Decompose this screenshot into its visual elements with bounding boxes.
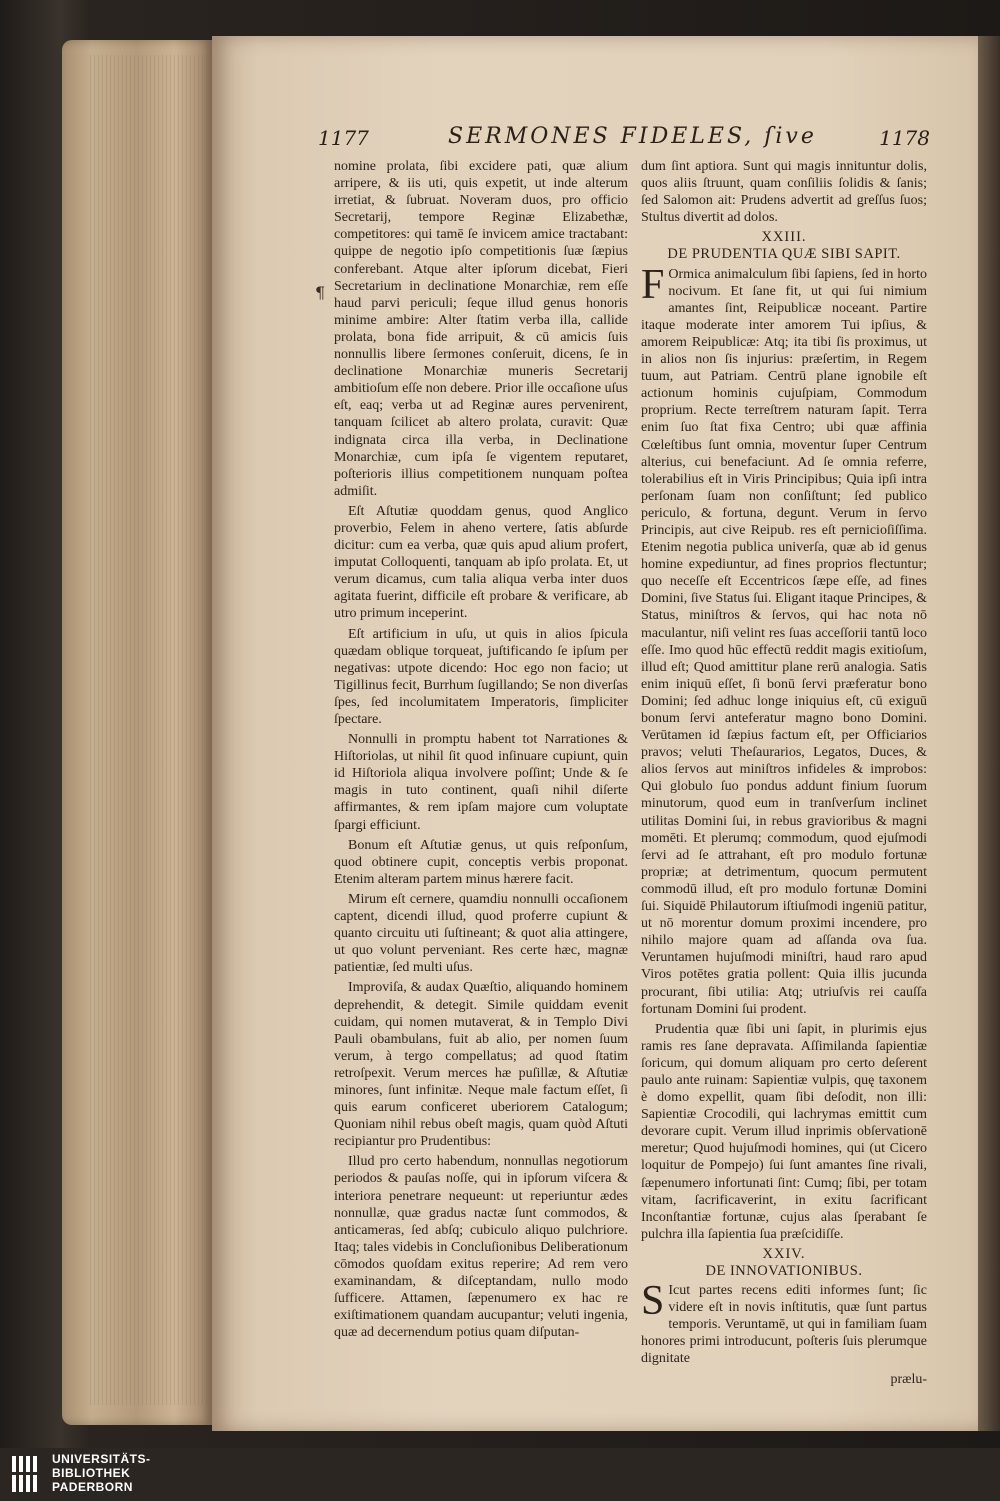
library-logo-icon: [10, 1454, 42, 1494]
library-name: [52, 1452, 151, 1494]
paragraph: Eſt artificium in uſu, ut quis in alios ſpicula quædam oblique torqueat, juſtificando ſe ipſum per negativas: utpote dicendo: Hoc ego non facio; ut Tigillinus fecit, Burrhum ſugillando; Se non diverſas ſpes, ſed incolumitatem Imperatoris, ſimpliciter ſpectare.: [334, 626, 628, 727]
left-column: [334, 158, 628, 1344]
drop-cap: S: [641, 1278, 665, 1325]
library-name-line: BIBLIOTHEK: [52, 1466, 131, 1480]
paragraph: Prudentia quæ ſibi uni ſapit, in plurimis ejus ramis res ſane depravata. Aſſimilanda ſapientiæ ſoricum, qui domum aliquam pro certo deſerent paulo ante ruinam: Sapientiæ vulpis, quę taxonem è domo expellit, quam ſibi deſodit, non illi: Sapientiæ Crocodili, qui lachrymas emittit cum devorare cupit. Verum illud inprimis obſervationē meretur; Quod hujuſmodi homines, qui (ut Cicero loquitur de Pompejo) ſui ſunt amantes ſine rivali, ſæpenumero infortunati ſint: Cumq; ſibi, per totam vitam, ſacrificaverint, in exitu ſacrificant Inconſtantiæ fortunæ, cujus alas ſperabant ſe pulchra illa ſapientia ſua præſcidiſſe.: [641, 1021, 927, 1242]
paragraph: Bonum eſt Aſtutiæ genus, ut quis reſponſum, quod obtinere cupit, conceptis verbis proponat. Etenim alteram partem minus hærere facit.: [334, 837, 628, 887]
section-title: DE INNOVATIONIBUS.: [705, 1263, 863, 1279]
right-column: [641, 158, 927, 1391]
paragraph: Illud pro certo habendum, nonnullas negotiorum periodos & pauſas noſſe, qui in ipſorum viſcera & interiora penetrare nequeunt: ut reperiuntur ædes nonnullæ, quæ gradus nactæ ſunt commodos, & anticameras, ſed abſq; cubiculo aliquo pulchriore. Itaq; tales videbis in Concluſionibus Deliberationum cōmodos quoſdam exitus reperire; Ad rem vero examinandam, & diſceptandam, nullo modo ſufficere. Attamen, ſæpenumero ex hac re exiſtimationem quandam aucupantur; veluti ingenia, quæ ad decernendum potius quam diſputan-: [334, 1154, 628, 1341]
library-footer: [0, 1448, 1000, 1501]
marginal-mark: ¶: [315, 283, 326, 302]
running-title: SERMONES FIDELES, ſive: [448, 124, 817, 149]
page-stack: [90, 55, 210, 1405]
library-name-line: UNIVERSITÄTS-: [52, 1452, 151, 1466]
library-name-line: PADERBORN: [52, 1480, 133, 1494]
paragraph: nomine prolata, ſibi excidere pati, quæ alium arripere, & iis uti, quis expetit, ut inde alterum irretiat, & ſubruat. Noveram duos, pro officio Secretarij, tempore Reginæ Elizabethæ, competitores: qui tamē ſe invicem amice tractabant: quippe de negotio ipſo competitionis ſuæ ſæpius conferebant. Atque alter ipſorum dicebat, Fieri Secretarium in declinatione Monarchiæ, rem eſſe haud parvi periculi; ſeque illud genus honoris minime ambire: Alter ſtatim verba illa, callide prolata, bona fide arripuit, & cū amicis ſuis nonnullis libere ſermones conſeruit, dicens, ſe in declinatione Monarchiæ muneris Secretarij ambitioſum eſſe non debere. Prior ille occaſione uſus eſt, eaq; verba ut ad Reginæ aures pervenirent, tanquam ſcilicet ab altero prolata, curavit: Quæ indignata circa illa verba, in Declinatione Monarchiæ, cum ipſa ſe vigentem reputaret, poſterioris illius competitionem nunquam poſtea admiſit.: [334, 159, 628, 499]
drop-cap: F: [641, 261, 665, 308]
paragraph-text: Ormica animalculum ſibi ſapiens, ſed in horto nocivum. Et ſane fit, ut qui ſui nimium amantes ſint, Reipublicæ noceant. Partire itaque moderate inter amorem Tui ipſius, & amorem Reipublicæ: Atq; ita tibi ſis proximus, ut in alios non ſis injurius: præſertim, in Regem tuum, aut Patriam. Centrū plane ignobile eſt actionum hominis cujuſpiam, Commodum proprium. Recte terreſtrem naturam ſapit. Terra enim ſuo ſtat fixa Centro; ubi quæ affinia Cœleſtibus ſunt omnia, moventur ſuper Centrum alterius, cui benefaciunt. Ad ſe omnia referre, tolerabilius eſt in Viris Principibus; Quia ipſi intra perſonam ſuam non conſiſtunt; ſed publico periculo, & fortuna, degunt. Verum in ſervo Principis, aut cive Reipub. res eſt pernicioſiſſima. Etenim negotia publica univerſa, quæ ab id genus homine expediuntur, ad fines proprios flectuntur; quo neceſſe eſt Eccentricos ſæpe eſſe, ad fines Domini, ſive Status ſui. Eligant itaque Principes, & Status, miniſtros & ſervos, qui hac nota nō maculantur, niſi velint res ſuas acceſſorii tantū loco eſſe. Imo quod hūc effectū reddit magis exitioſum, illud eſt; Quod amittitur plane rerū analogia. Satis enim iniquū eſſet, ſi bonū ſervi præferatur bono Domini; ſed adhuc longe iniquius eſt, cū exiguū bonum ſervi anteferatur magno bono Domini. Verūtamen id ſæpius factum eſt, per Officiarios pravos; veluti Theſaurarios, Legatos, Duces, & alios ſervos aut miniſtros infideles & improbos: Qui globulo ſuo pondus addunt finium ſuorum minutorum, quod eum in tranſverſum inclinet utilitas Domini ſui, in rebus gravioribus & magni momēti. Et plerumq; commodum, quod ejuſmodi ſervi ad ſe attrahant, eſt pro modulo fortunæ propriæ; at detrimentum, quocum permutent commodū illud, eſt pro modulo fortunæ Domini ſui. Siquidē Philautorum iſtiuſmodi ingeniū patitur, ut nō morentur domum proximi incendere, pro nihilo majore quam ad aſſanda ova ſua. Veruntamen hujuſmodi miniſtri, haud raro apud Viros potētes gratia pollent: Quia illis jucunda procurant, ſibi utilia: Atq; utriuſvis rei cauſſa fortunam Domini ſui prodent.: [641, 266, 927, 1017]
paragraph: Improviſa, & audax Quæſtio, aliquando hominem deprehendit, & detegit. Simile quiddam evenit cuidam, qui nomen mutaverat, & in Templo Divi Pauli obambulans, fuit ab alio, per nomen ſuum verum, à tergo compellatus; ad quod ſtatim retroſpexit. Verum merces hæ puſillæ, & Aſtutiæ minores, ſunt infinitæ. Neque male factum eſſet, ſi quis earum conficeret uberiorem Catalogum; Quoniam nihil rebus obeſt magis, quam quòd Aſtuti recipiantur pro Prudentibus:: [334, 980, 628, 1150]
paragraph: Eſt Aſtutiæ quoddam genus, quod Anglico proverbio, Felem in aheno vertere, ſatis abſurde dicitur: cum ea verba, quæ quis apud alium profert, imputat Colloquenti, tanquam ab ipſo prolata. Et, ut verum dicamus, cum talia aliqua verba inter duos agitata fuerint, difficile eſt probare & verificare, ab utro primum inceperint.: [334, 503, 628, 622]
section-title: DE PRUDENTIA QUÆ SIBI SAPIT.: [667, 246, 901, 263]
paragraph: dum ſint aptiora. Sunt qui magis innituntur dolis, quos aliis ſtruunt, quam conſiliis ſolidis & ſanis; ſed Salomon ait: Prudens advertit ad greſſus ſuos; Stultus divertit ad dolos.: [641, 159, 927, 226]
page-number-left: 1177: [318, 126, 369, 150]
paragraph-text: Icut partes recens editi informes ſunt; ſic videre eſt in novis inſtitutis, quæ ſunt partus temporis. Veruntamē, ut qui in familiam ſuam honores primi introducunt, poſteris ſuis plerumque dignitate: [641, 1283, 927, 1367]
paragraph: Mirum eſt cernere, quamdiu nonnulli occaſionem captent, dicendi illud, quod proferre cupiunt & quanto circuitu uti ſuſtineant; & quot alia attingere, ut quo volunt perveniant. Res certe hæc, magnæ patientiæ, ſed multi uſus.: [334, 891, 628, 976]
paragraph: Nonnulli in promptu habent tot Narrationes & Hiſtoriolas, ut nihil ſit quod inſinuare cupiunt, quin id Hiſtoriola aliqua involvere poſſint; Unde & ſe magis in tuto continent, quaſi nihil diſerte affirmantes, & rem ipſam majore cum voluptate ſpargi efficiunt.: [334, 732, 628, 833]
page-number-right: 1178: [879, 126, 930, 150]
catchword: prælu-: [890, 1371, 927, 1387]
section-number: XXIV.: [762, 1245, 806, 1262]
section-number: XXIII.: [761, 229, 807, 246]
paragraph: [641, 261, 927, 1018]
page-header: [318, 124, 930, 156]
paragraph: [641, 1278, 927, 1367]
facing-page-edge: [978, 36, 1000, 1431]
